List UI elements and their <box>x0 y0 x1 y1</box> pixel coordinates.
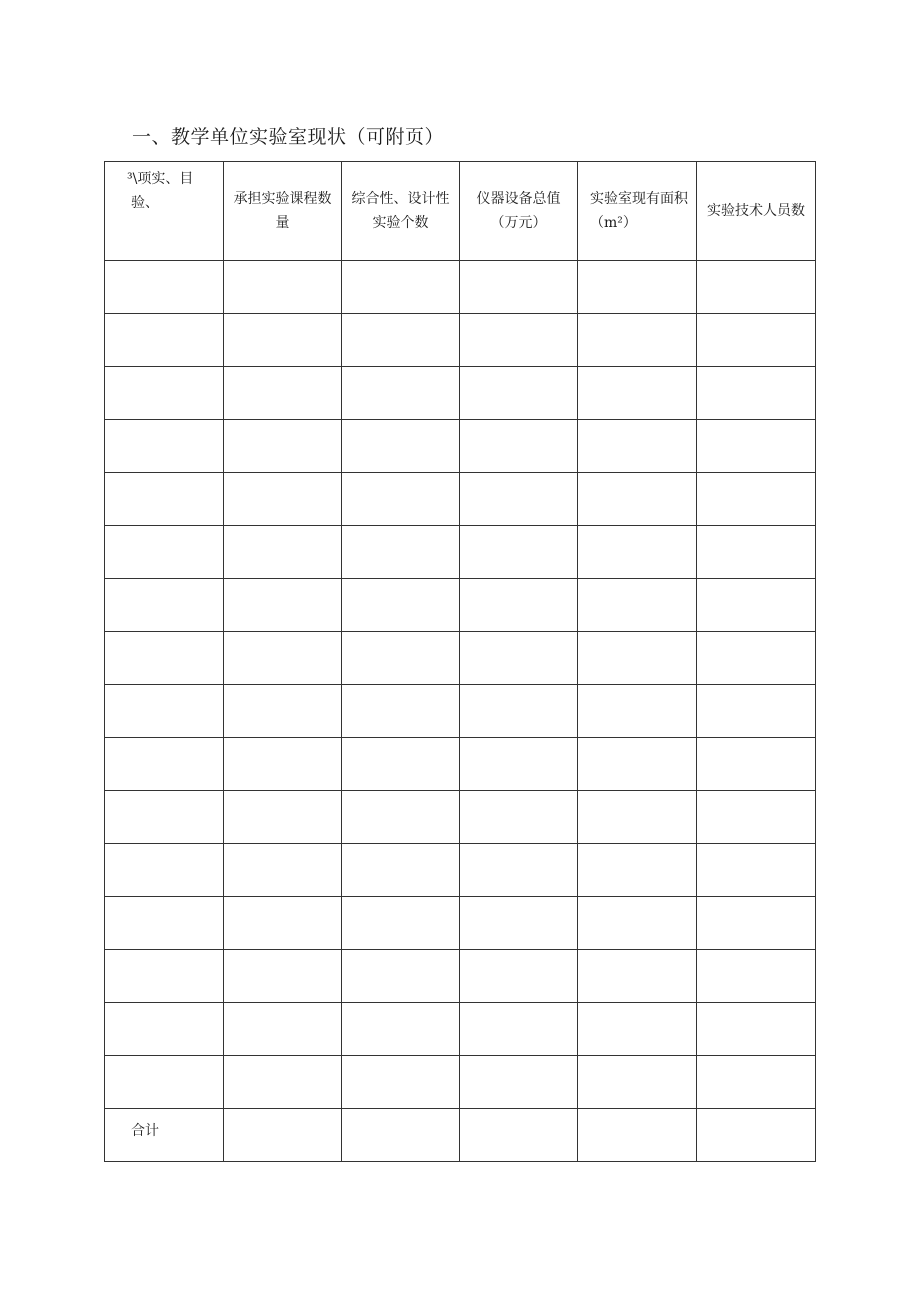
table-cell[interactable] <box>105 632 224 685</box>
table-cell[interactable] <box>342 844 460 897</box>
table-row <box>105 950 816 1003</box>
table-cell[interactable] <box>697 473 816 526</box>
table-cell[interactable] <box>460 314 578 367</box>
table-cell[interactable] <box>105 526 224 579</box>
table-cell[interactable] <box>105 897 224 950</box>
corner-header-line2: 验、 <box>131 195 159 211</box>
table-cell[interactable] <box>460 579 578 632</box>
table-cell[interactable] <box>342 632 460 685</box>
table-cell[interactable] <box>460 526 578 579</box>
table-cell[interactable] <box>697 738 816 791</box>
header-comprehensive <box>342 162 460 261</box>
section-title: 一、教学单位实验室现状（可附页） <box>132 126 445 148</box>
table-cell[interactable] <box>578 632 697 685</box>
table-body <box>105 261 816 1109</box>
table-cell[interactable] <box>578 473 697 526</box>
table-cell[interactable] <box>224 1056 342 1109</box>
table-cell[interactable] <box>342 950 460 1003</box>
table-cell[interactable] <box>697 844 816 897</box>
total-cell[interactable] <box>697 1109 816 1162</box>
table-cell[interactable] <box>460 738 578 791</box>
table-cell[interactable] <box>224 579 342 632</box>
header-staff <box>697 162 816 261</box>
total-label-cell <box>105 1109 224 1162</box>
table-cell[interactable] <box>224 261 342 314</box>
table-cell[interactable] <box>224 632 342 685</box>
table-cell[interactable] <box>697 579 816 632</box>
table-row <box>105 844 816 897</box>
table-cell[interactable] <box>697 632 816 685</box>
table-cell[interactable] <box>224 367 342 420</box>
table-cell[interactable] <box>342 526 460 579</box>
header-staff-label: 实验技术人员数 <box>707 203 805 219</box>
table-row <box>105 632 816 685</box>
table-cell[interactable] <box>578 314 697 367</box>
table-cell[interactable] <box>578 1056 697 1109</box>
table-cell[interactable] <box>460 367 578 420</box>
header-courses-label: 承担实验课程数量 <box>233 191 332 231</box>
table-cell[interactable] <box>224 526 342 579</box>
table-cell[interactable] <box>460 1056 578 1109</box>
table-cell[interactable] <box>697 367 816 420</box>
total-row <box>105 1109 816 1162</box>
table-cell[interactable] <box>460 473 578 526</box>
table-cell[interactable] <box>578 791 697 844</box>
table-cell[interactable] <box>105 367 224 420</box>
table-cell[interactable] <box>460 897 578 950</box>
table-row <box>105 314 816 367</box>
table-cell[interactable] <box>460 1003 578 1056</box>
table-cell[interactable] <box>342 791 460 844</box>
table-cell[interactable] <box>224 897 342 950</box>
table-row <box>105 685 816 738</box>
table-row <box>105 367 816 420</box>
table-cell[interactable] <box>578 897 697 950</box>
table-cell[interactable] <box>224 950 342 1003</box>
table-cell[interactable] <box>342 473 460 526</box>
table-cell[interactable] <box>105 420 224 473</box>
table-cell[interactable] <box>224 844 342 897</box>
table-cell[interactable] <box>224 420 342 473</box>
table-cell[interactable] <box>224 473 342 526</box>
header-equipment <box>460 162 578 261</box>
table-cell[interactable] <box>578 1003 697 1056</box>
header-area-label: 实验室现有面积（m²） <box>590 191 688 231</box>
table-header-row <box>105 162 816 261</box>
table-cell[interactable] <box>697 791 816 844</box>
table-cell[interactable] <box>224 314 342 367</box>
total-label: 合计 <box>131 1123 159 1139</box>
table-cell[interactable] <box>578 685 697 738</box>
table-row <box>105 1056 816 1109</box>
table-row <box>105 420 816 473</box>
table-cell[interactable] <box>578 261 697 314</box>
table-cell[interactable] <box>697 526 816 579</box>
table-cell[interactable] <box>697 314 816 367</box>
table-cell[interactable] <box>342 738 460 791</box>
table-row <box>105 261 816 314</box>
table-cell[interactable] <box>578 738 697 791</box>
table-cell[interactable] <box>697 1056 816 1109</box>
table-cell[interactable] <box>105 791 224 844</box>
table-cell[interactable] <box>342 367 460 420</box>
table-row <box>105 1003 816 1056</box>
table-cell[interactable] <box>460 261 578 314</box>
header-comprehensive-label: 综合性、设计性实验个数 <box>351 191 450 231</box>
table-cell[interactable] <box>105 1003 224 1056</box>
table-cell[interactable] <box>224 685 342 738</box>
table-cell[interactable] <box>342 685 460 738</box>
table-cell[interactable] <box>697 420 816 473</box>
table-cell[interactable] <box>578 420 697 473</box>
total-cell[interactable] <box>578 1109 697 1162</box>
table-cell[interactable] <box>578 950 697 1003</box>
header-courses <box>224 162 342 261</box>
table-cell[interactable] <box>697 261 816 314</box>
table-cell[interactable] <box>105 473 224 526</box>
table-cell[interactable] <box>697 950 816 1003</box>
table-row <box>105 579 816 632</box>
table-cell[interactable] <box>460 632 578 685</box>
table-cell[interactable] <box>578 844 697 897</box>
lab-status-table <box>104 161 816 1162</box>
corner-header-cell <box>105 162 224 261</box>
table-row <box>105 473 816 526</box>
table-row <box>105 738 816 791</box>
table-cell[interactable] <box>460 791 578 844</box>
table-row <box>105 526 816 579</box>
table-cell[interactable] <box>460 950 578 1003</box>
header-area <box>578 162 697 261</box>
table-cell[interactable] <box>697 1003 816 1056</box>
table-cell[interactable] <box>105 950 224 1003</box>
table-cell[interactable] <box>105 579 224 632</box>
table-cell[interactable] <box>342 1003 460 1056</box>
table-cell[interactable] <box>342 261 460 314</box>
header-equipment-label: 仪器设备总值（万元） <box>476 191 561 231</box>
table-cell[interactable] <box>342 314 460 367</box>
table-cell[interactable] <box>224 791 342 844</box>
table-cell[interactable] <box>342 897 460 950</box>
total-cell[interactable] <box>342 1109 460 1162</box>
table-cell[interactable] <box>342 579 460 632</box>
table-cell[interactable] <box>460 420 578 473</box>
table-cell[interactable] <box>578 579 697 632</box>
table-cell[interactable] <box>224 738 342 791</box>
table-row <box>105 791 816 844</box>
table-cell[interactable] <box>224 1003 342 1056</box>
corner-header-line1: ³\项实、目 <box>127 171 194 187</box>
table-cell[interactable] <box>460 844 578 897</box>
table-cell[interactable] <box>697 897 816 950</box>
table-cell[interactable] <box>578 367 697 420</box>
table-row <box>105 897 816 950</box>
table-cell[interactable] <box>105 1056 224 1109</box>
table-cell[interactable] <box>342 420 460 473</box>
table-cell[interactable] <box>578 526 697 579</box>
table-cell[interactable] <box>105 738 224 791</box>
table-cell[interactable] <box>460 685 578 738</box>
table-cell[interactable] <box>105 314 224 367</box>
table-cell[interactable] <box>697 685 816 738</box>
table-cell[interactable] <box>105 261 224 314</box>
table-cell[interactable] <box>105 844 224 897</box>
total-cell[interactable] <box>224 1109 342 1162</box>
table-cell[interactable] <box>105 685 224 738</box>
table-cell[interactable] <box>342 1056 460 1109</box>
total-cell[interactable] <box>460 1109 578 1162</box>
